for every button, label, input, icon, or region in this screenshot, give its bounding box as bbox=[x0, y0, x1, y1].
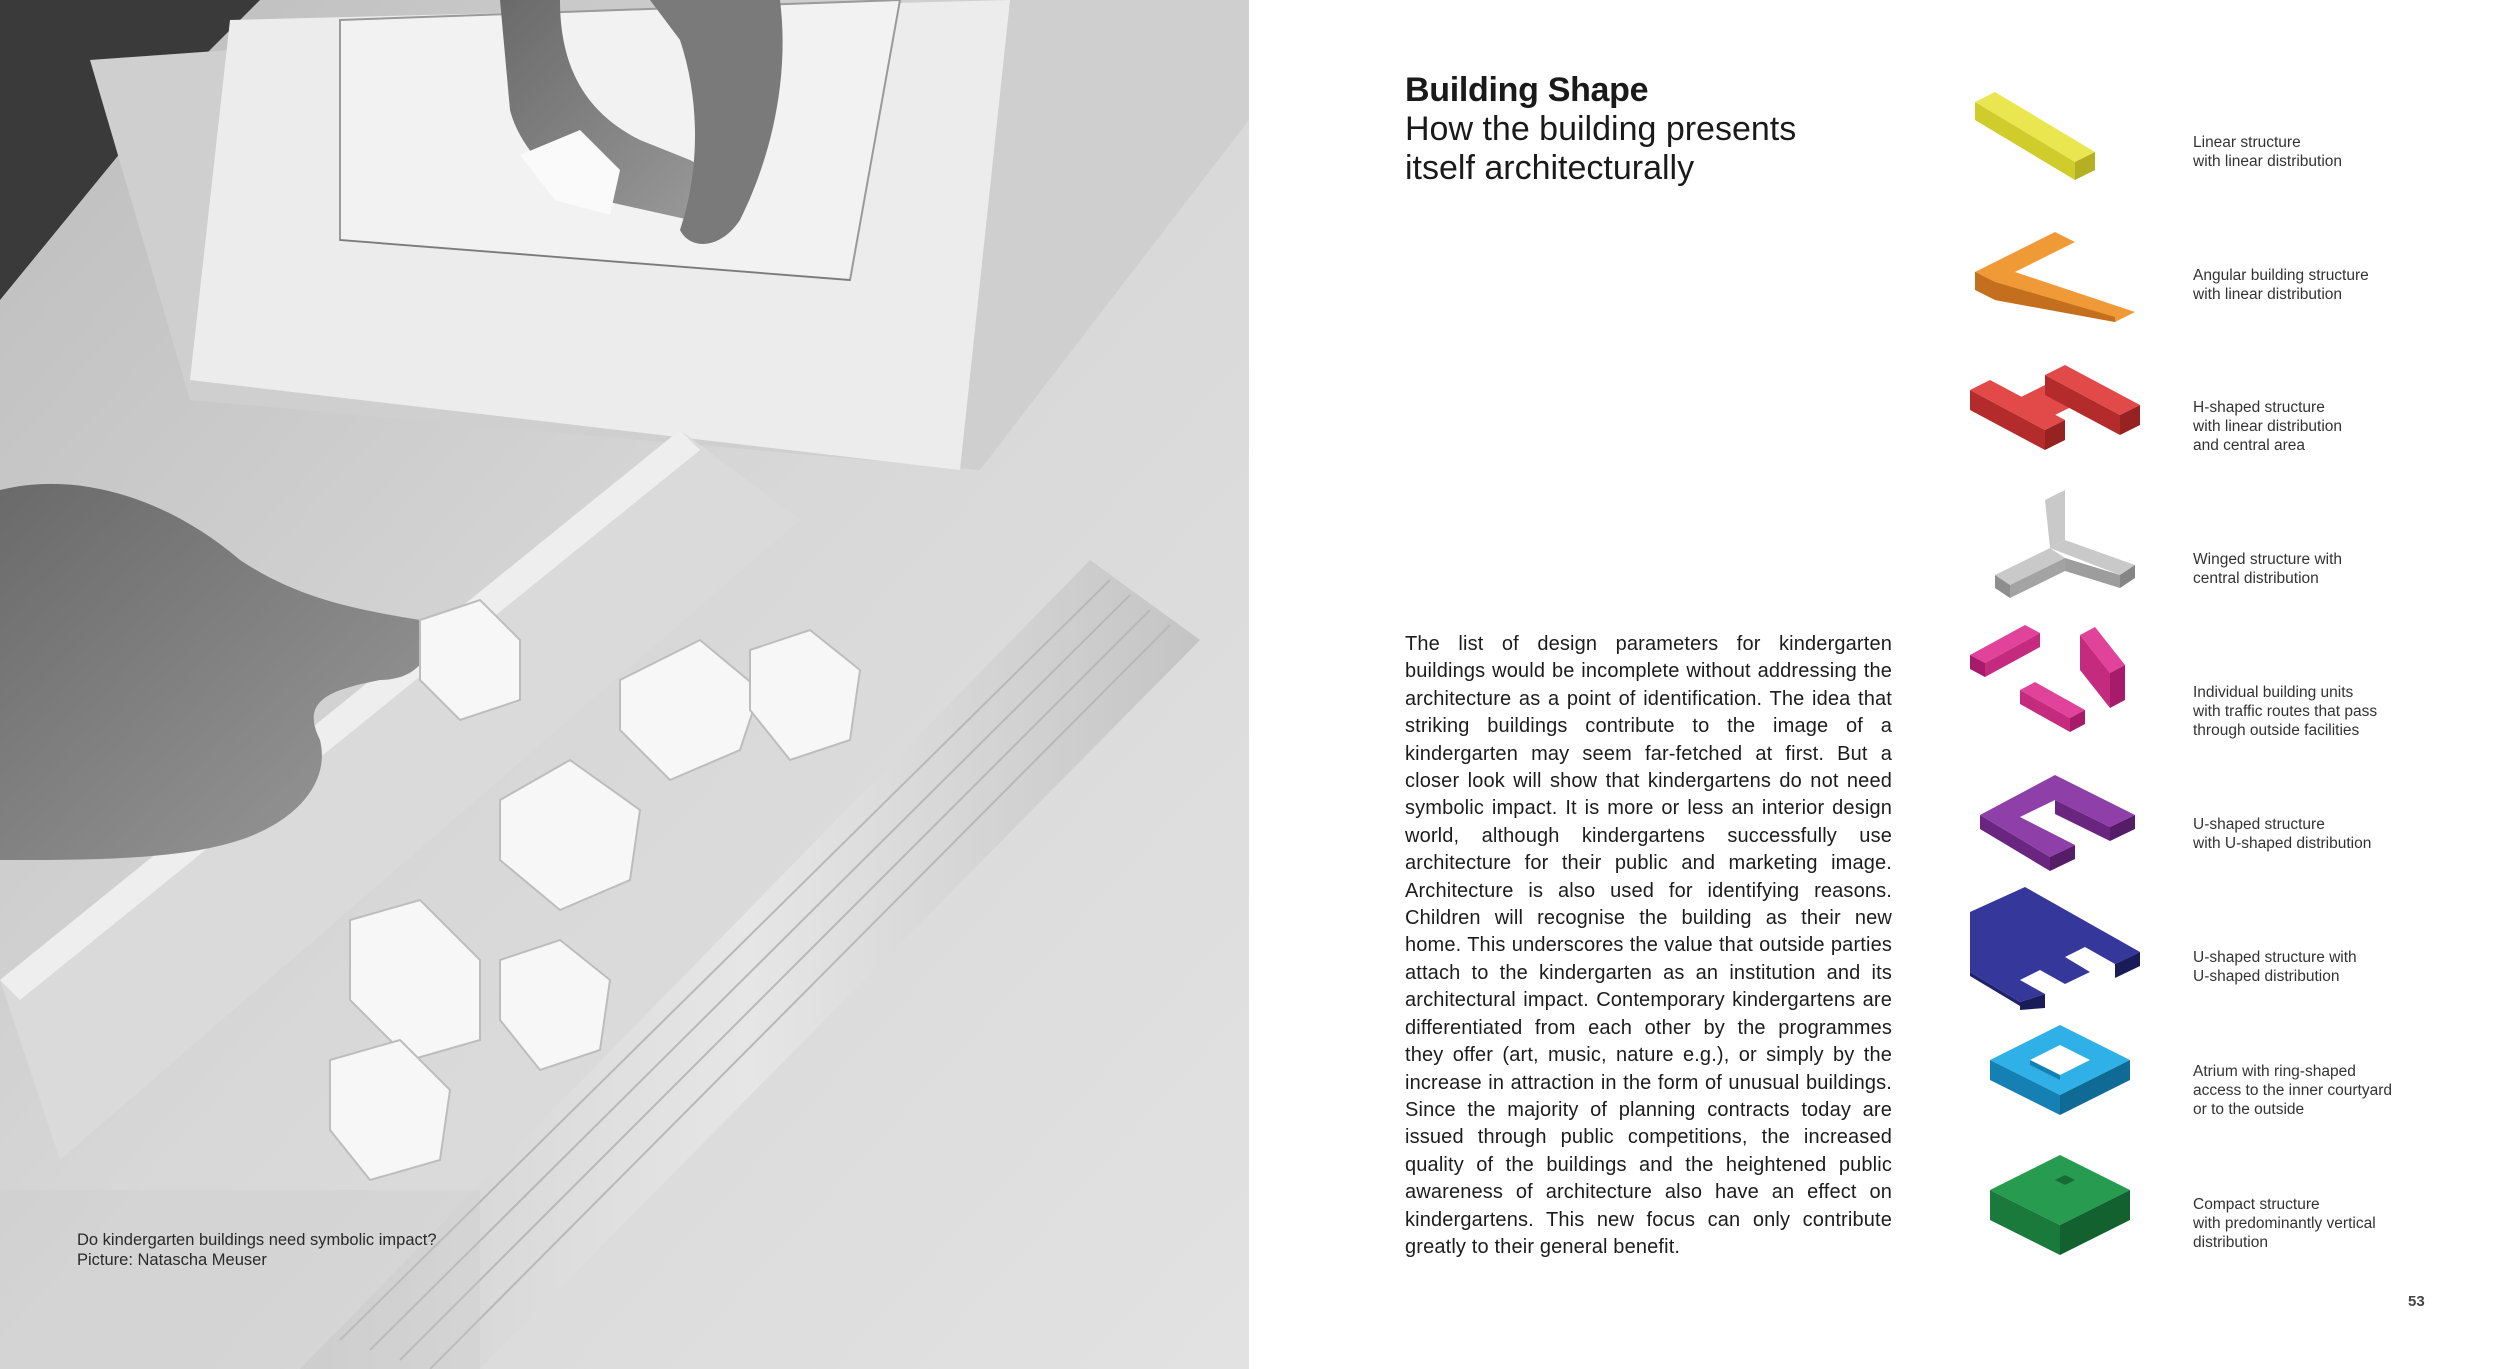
shape-label-line: and central area bbox=[2193, 437, 2306, 454]
section-heading bbox=[1405, 70, 1796, 188]
shape-label-line: with predominantly vertical bbox=[2193, 1215, 2376, 1232]
shape-label-line: with U-shaped distribution bbox=[2193, 835, 2372, 852]
photo-caption bbox=[77, 1230, 437, 1270]
shape-label-u-shaped bbox=[2193, 815, 2371, 853]
shape-label-line: H-shaped structure bbox=[2193, 399, 2325, 416]
shape-label-line: with linear distribution bbox=[2193, 418, 2343, 435]
double-u-shaped-block-icon bbox=[1965, 882, 2145, 1012]
photo-illustration bbox=[0, 0, 1249, 1369]
body-paragraph: The list of design parameters for kindergarten buildings would be incomplete without addressing the architecture as a point of identification. The idea that striking buildings contribute to the image of a kindergarten may seem far-fetched at first. But a closer look will show that kindergartens do not need symbolic impact. It is more or less an interior design world, although kindergartens successfully use architecture for their public and marketing image. Architecture is also used for identifying reasons. Children will recognise the building as their new home. This underscores the value that outside parties attach to the kindergarten as an institution and its architectural impact. Contemporary kindergartens are differentiated from each other by the programmes they offer (art, music, nature e.g.), or simply by the increase in attraction in the form of unusual buildings. Since the majority of planning contracts today are issued through public competitions, the increased quality of the buildings and the heightened public awareness of architecture also have an effect on kindergartens. This new focus can only contribute greatly to their general benefit. bbox=[1405, 633, 1892, 1258]
caption-line-credit: Picture: Natascha Meuser bbox=[77, 1251, 267, 1269]
section-subtitle-line-2: itself architecturally bbox=[1405, 149, 1695, 187]
shape-label-line: Angular building structure bbox=[2193, 267, 2369, 284]
shape-label-line: through outside facilities bbox=[2193, 722, 2360, 739]
shape-label-line: or to the outside bbox=[2193, 1101, 2305, 1118]
shape-label-line: with linear distribution bbox=[2193, 286, 2343, 303]
atrium-ring-block-icon bbox=[1985, 1020, 2140, 1120]
shape-label-line: access to the inner courtyard bbox=[2193, 1082, 2393, 1099]
shape-label-double-u-shaped bbox=[2193, 948, 2357, 986]
caption-line-question: Do kindergarten buildings need symbolic impact? bbox=[77, 1231, 437, 1249]
winged-block-icon bbox=[1990, 490, 2140, 600]
linear-block-icon bbox=[1965, 92, 2115, 192]
page-number: 53 bbox=[2408, 1293, 2425, 1310]
shape-label-line: with linear distribution bbox=[2193, 153, 2343, 170]
compact-block-icon bbox=[1985, 1150, 2140, 1260]
shape-label-line: distribution bbox=[2193, 1234, 2268, 1251]
shape-label-line: central distribution bbox=[2193, 570, 2319, 587]
section-title: Building Shape bbox=[1405, 71, 1649, 109]
shape-label-line: Individual building units bbox=[2193, 684, 2354, 701]
h-shaped-block-icon bbox=[1965, 355, 2145, 475]
shape-label-line: Winged structure with bbox=[2193, 551, 2343, 568]
shape-label-line: Atrium with ring-shaped bbox=[2193, 1063, 2356, 1080]
shape-label-winged bbox=[2193, 550, 2342, 588]
individual-units-icon bbox=[1965, 615, 2145, 745]
u-shaped-block-icon bbox=[1975, 765, 2145, 875]
shape-label-line: U-shaped structure bbox=[2193, 816, 2325, 833]
shape-label-h-shaped bbox=[2193, 398, 2342, 455]
shape-label-linear bbox=[2193, 133, 2342, 171]
shape-label-individual-units bbox=[2193, 683, 2377, 740]
shape-label-line: with traffic routes that pass bbox=[2193, 703, 2378, 720]
model-photograph bbox=[0, 0, 1249, 1369]
shape-label-line: Linear structure bbox=[2193, 134, 2301, 151]
shape-label-line: Compact structure bbox=[2193, 1196, 2320, 1213]
shape-label-compact bbox=[2193, 1195, 2376, 1252]
angular-block-icon bbox=[1965, 222, 2155, 322]
shape-label-atrium bbox=[2193, 1062, 2392, 1119]
shape-label-line: U-shaped distribution bbox=[2193, 968, 2340, 985]
shape-label-angular bbox=[2193, 266, 2369, 304]
section-subtitle-line-1: How the building presents bbox=[1405, 110, 1797, 148]
shape-label-line: U-shaped structure with bbox=[2193, 949, 2357, 966]
